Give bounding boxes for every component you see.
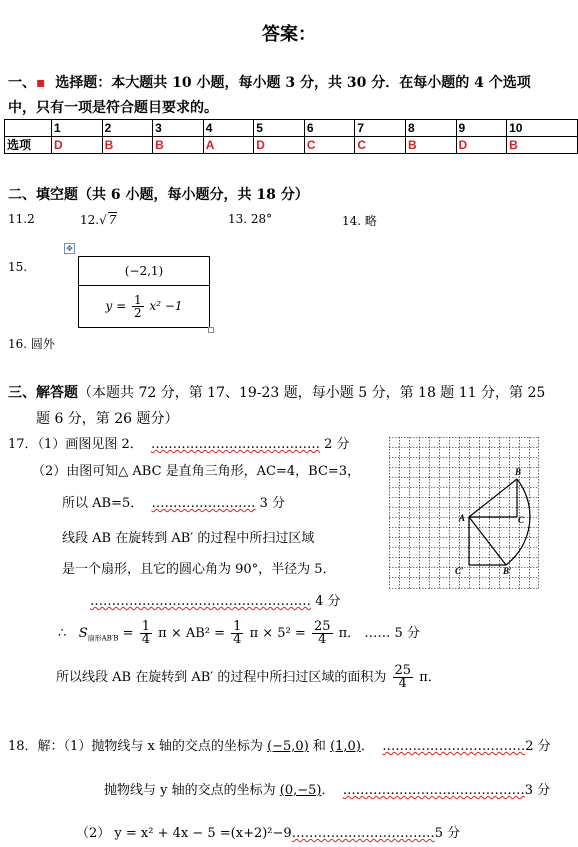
q17-part3-text: 所以 AB=5． [62, 496, 144, 511]
therefore-symbol: ∴ [58, 626, 67, 641]
fraction-numerator: 1 [133, 293, 142, 307]
q18-point2: (1,0) [330, 739, 361, 754]
dot-leader: …………………………………………… [90, 594, 311, 609]
label-C-prime: C′ [455, 566, 464, 576]
answer-cell: D [52, 137, 103, 154]
answer-cell: C [304, 137, 355, 154]
q18-point1: (−5,0) [267, 739, 309, 754]
section1-text: 选择题：本大题共 10 小题，每小题 3 分，共 30 分．在每小题的 4 个选项 [55, 75, 531, 91]
fraction-numerator: 25 [394, 663, 412, 678]
dot-leader: ………………………………… [150, 437, 320, 452]
q17-sector-formula [58, 620, 420, 653]
q18-part1b-text: 抛物线与 y 轴的交点的坐标为 [104, 783, 276, 798]
answer-12-radicand: 7 [108, 213, 117, 227]
section1-heading [8, 72, 531, 92]
answer-cell: A [203, 137, 254, 154]
q18-score3: 5 分 [434, 826, 461, 841]
q17-conclusion-end: π． [419, 670, 441, 685]
q17-part2: （2）由图可知△ ABC 是直角三角形，AC=4，BC=3， [32, 464, 361, 479]
answer-15-lhs: y = [105, 299, 127, 313]
section3-desc: （本题共 72 分，第 17、19-23 题，每小题 5 分，第 18 题 11 分，第 25 [78, 385, 546, 401]
q17-part1 [8, 433, 350, 452]
q18-part1b [104, 779, 550, 798]
answer-cell: B [405, 137, 456, 154]
answer-11: 11.2 [8, 212, 35, 226]
answer-cell: D [456, 137, 507, 154]
q17-conclusion-text: 所以线段 AB 在旋转到 AB′ 的过程中所扫过区域的面积为 [56, 670, 387, 685]
section3-heading-line2: 题 6 分，第 26 题分） [36, 411, 179, 427]
formula-middle: π × AB² = [158, 626, 226, 641]
fraction-denominator: 4 [318, 632, 327, 647]
section1-number: 一、 [8, 75, 36, 91]
answer-cell: B [153, 137, 204, 154]
answer-14: 14. 略 [342, 214, 377, 228]
formula-end: π． [338, 626, 361, 641]
question-number-cell: 2 [102, 120, 153, 137]
dot-leader: …………………………… [382, 739, 526, 754]
fraction-numerator: 1 [233, 619, 242, 634]
sector-subscript: 扇形AB′B [87, 634, 119, 643]
fraction [312, 621, 333, 646]
q18-part1-end: ． [360, 739, 374, 754]
question-number-cell: 6 [304, 120, 355, 137]
q18-point3: (0,−5) [279, 783, 322, 798]
fraction-denominator: 4 [233, 632, 242, 647]
label-B-prime: B′ [503, 566, 512, 576]
answer-15-label: 15. [8, 260, 28, 274]
q17-part1-text: 17．（1）画图见图 2． [8, 437, 143, 452]
answer-cell: B [507, 137, 578, 154]
q17-part5: 是一个扇形，且它的圆心角为 90°，半径为 5． [62, 562, 336, 577]
answer-table-header-row [5, 120, 578, 137]
answer-15-equation [79, 286, 209, 327]
dot-leader: …………………………………… [342, 783, 525, 798]
section3-title: 三、解答题 [8, 385, 78, 401]
fraction-denominator: 4 [398, 676, 407, 691]
answer-cell: C [355, 137, 406, 154]
section3-heading [8, 382, 545, 402]
row-label-cell: 选项 [5, 137, 52, 154]
fraction-numerator: 25 [313, 619, 331, 634]
q18-part1b-end: ． [321, 783, 335, 798]
answer-15-rhs: x² −1 [149, 299, 183, 313]
question-number-cell: 3 [153, 120, 204, 137]
section1-marker: ▪ [36, 75, 46, 91]
sector-symbol: S [78, 626, 88, 641]
dot-leader: …………………………… [291, 826, 435, 841]
question-number-cell: 10 [507, 120, 578, 137]
question-number-cell: 1 [52, 120, 103, 137]
q18-part1 [8, 735, 551, 754]
question-number-cell: 8 [405, 120, 456, 137]
equals: = [122, 626, 134, 641]
q18-part1-text: 18．解：（1）抛物线与 x 轴的交点的坐标为 [8, 739, 263, 754]
q18-and: 和 [312, 739, 326, 754]
q17-part1-score: 2 分 [324, 437, 350, 452]
question-number-cell: 7 [355, 120, 406, 137]
fraction-denominator: 4 [141, 632, 150, 647]
q17-formula-score: …… 5 分 [364, 626, 420, 641]
q18-score1: 2 分 [525, 739, 551, 754]
label-B: B [515, 467, 522, 477]
question-number-cell: 4 [203, 120, 254, 137]
answer-13: 13. 28° [228, 212, 273, 226]
fraction-denominator: 2 [133, 306, 142, 320]
question-number-cell: 5 [254, 120, 305, 137]
fraction [393, 665, 414, 690]
rotation-grid-diagram [389, 437, 539, 589]
segment-AB-prime [469, 517, 506, 565]
q17-part4: 线段 AB 在旋转到 AB′ 的过程中所扫过区域 [62, 531, 315, 546]
q17-part3 [62, 492, 285, 511]
fraction [231, 621, 243, 646]
point-labels [455, 467, 525, 576]
q17-part5-score-line [90, 590, 341, 609]
answer-15-box [78, 256, 210, 328]
formula-middle2: π × 5² = [249, 626, 306, 641]
table-move-handle-icon[interactable]: ✥ [64, 243, 75, 254]
q18-part2-text: （2） y = x² + 4x − 5 =(x+2)²−9 [76, 826, 292, 841]
page-title: 答案： [262, 24, 316, 45]
answer-cell: D [254, 137, 305, 154]
q18-part2 [76, 822, 460, 841]
answer-15-coordinate: (−2,1) [79, 257, 209, 286]
dot-leader: …………………… [151, 496, 256, 511]
header-blank-cell [5, 120, 52, 137]
answer-table-answer-row [5, 137, 578, 154]
q18-score2: 3 分 [524, 783, 551, 798]
answer-12: 12.√ 7 [80, 213, 117, 227]
section1-heading-line2: 中，只有一项是符合题目要求的。 [8, 100, 218, 116]
q17-part5-score: 4 分 [315, 594, 341, 609]
answer-cell: B [102, 137, 153, 154]
answer-12-label: 12. [80, 213, 100, 227]
answer-15-fraction [132, 294, 144, 319]
q17-conclusion [56, 664, 441, 692]
fraction-numerator: 1 [141, 619, 150, 634]
fraction [140, 621, 152, 646]
table-resize-handle-icon[interactable] [208, 327, 214, 333]
label-C: C [518, 515, 525, 525]
question-number-cell: 9 [456, 120, 507, 137]
answer-16: 16. 圆外 [8, 337, 55, 351]
answer-table [4, 119, 578, 154]
label-A: A [459, 513, 466, 523]
q17-part3-score: 3 分 [259, 496, 286, 511]
section2-heading: 二、填空题（共 6 小题，每小题分，共 18 分） [8, 187, 309, 203]
